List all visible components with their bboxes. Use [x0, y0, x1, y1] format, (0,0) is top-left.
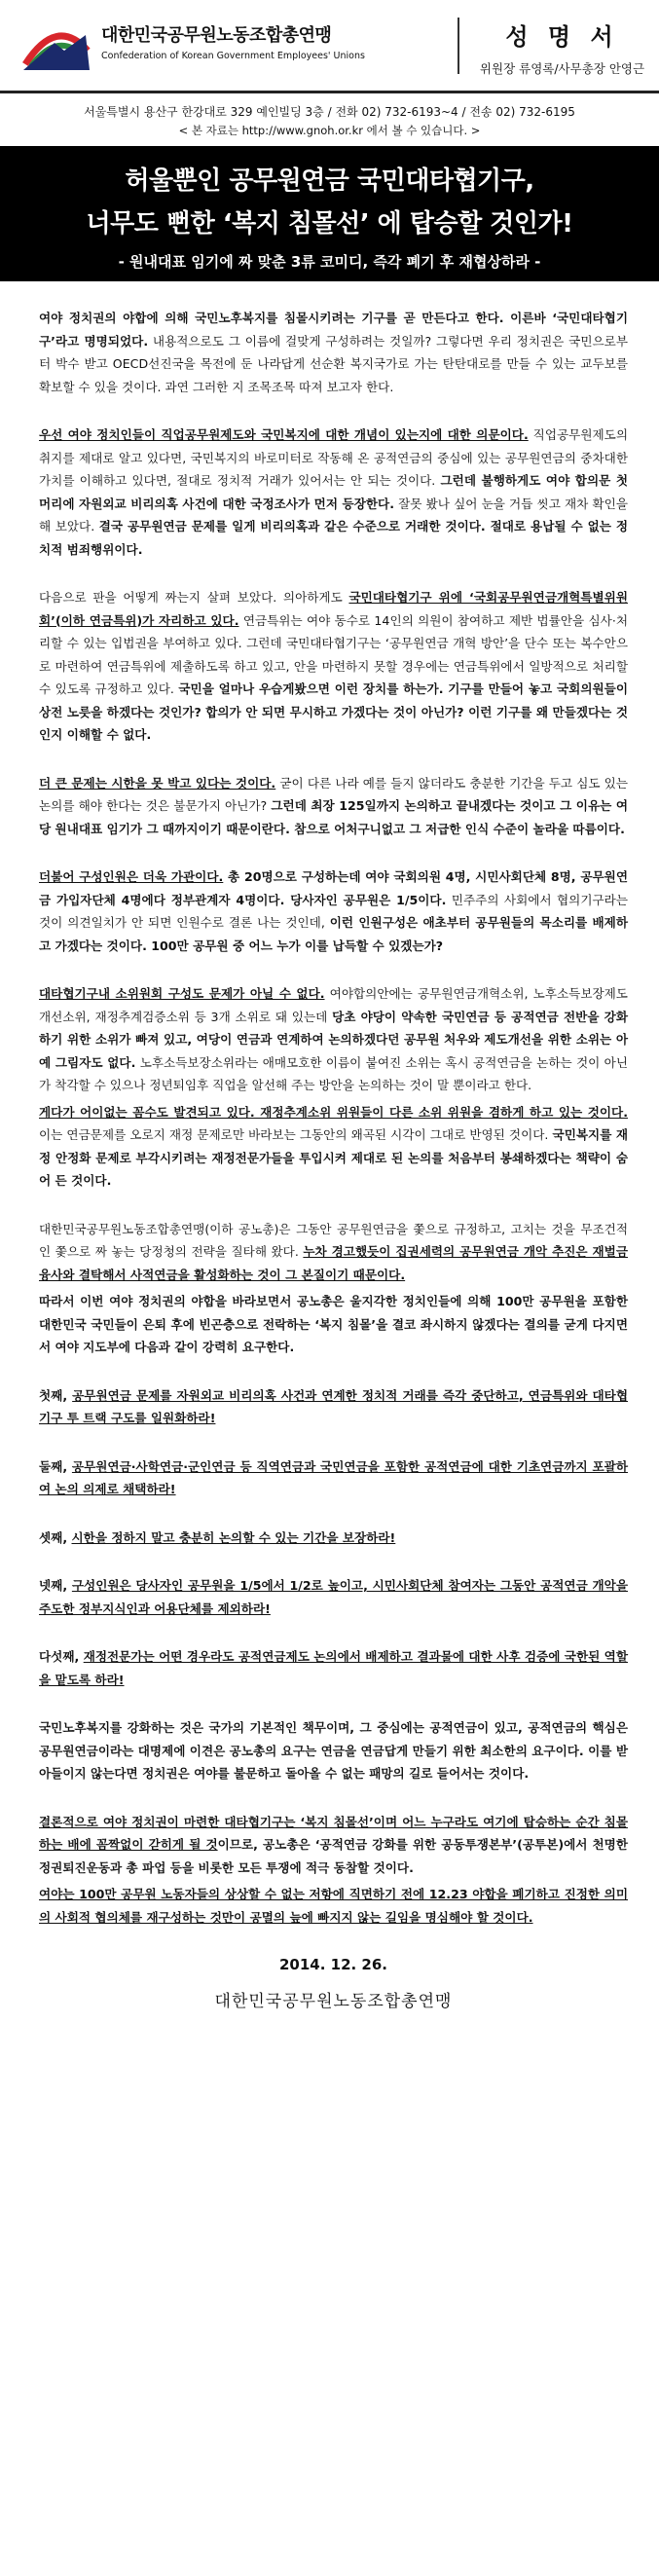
demand-lead: 둘째, [39, 1458, 72, 1474]
text: 굳이 다른 나라 예를 들지 않더라도 충분한 기간을 두고 심도 있는 논의를 해야 한다는 것은 불문가지 아닌가? [39, 775, 629, 813]
paragraph [39, 982, 628, 1097]
headline-line-1: 허울뿐인 공무원연금 국민대타협기구, [125, 166, 534, 196]
demand-lead: 첫째, [39, 1387, 73, 1403]
statement-title: 성 명 서 [505, 23, 619, 51]
headline-subtitle: - 원내대표 임기에 짜 맞춘 3류 코미디, 즉각 폐기 후 재협상하라 - [118, 253, 541, 271]
text: 여야합의안에는 공무원연금개혁소위, 노후소득보장제도개선소위, 재정추계검증소위 등 3개 소위로 돼 있는데 [39, 986, 628, 1024]
paragraph [39, 586, 628, 747]
text: 노후소득보장소위라는 애매모호한 이름이 붙여진 소위는 혹시 공적연금을 논하는 것이 아닌가 착각할 수 있으나 정년퇴임후 직업을 알선해 주는 방안을 논의하는 것이 말 뿐이라고 한다. [39, 1054, 628, 1092]
statement-date: 2014. 12. 26. [278, 1956, 388, 1973]
text: 내용적으로도 그 이름에 걸맞게 구성하려는 것일까? 그렇다면 우리 정치권은 국민으로부터 박수 받고 OECD선진국을 목전에 둔 나라답게 선순환 복지국가로 가는 탄탄대로를 만들 수 있는 교두보를 확보할 수 있을 것이다. 과연 그러한 지 조목조목 따져 보고자 한다. [39, 333, 628, 394]
text-bold: 여야 정치권의 야합에 의해 국민노후복지를 침몰시키려는 기구를 곧 만든다고 한다. 이른바 ‘국민대타협기구’라고 명명되었다. [39, 311, 628, 349]
text-bold: 이므로, 공노총은 ‘공적연금 강화를 위한 공동투쟁본부’(공투본)에서 천명한 정권퇴진운동과 총 파업 등을 비롯한 모든 투쟁에 적극 동참할 것이다. [39, 1837, 629, 1875]
paragraph [39, 1716, 628, 1785]
statement-signature: 대한민국공무원노동조합총연맹 [214, 1991, 453, 2011]
statement-body [0, 281, 659, 2013]
headline-line-2: 너무도 뻔한 ‘복지 침몰선’ 에 탑승할 것인가! [86, 209, 573, 239]
address-line: 서울특별시 용산구 한강대로 329 예인빌딩 3층 / 전화 02) 732-6193~4 / 전송 02) 732-6195 [84, 105, 575, 119]
paragraph [39, 423, 628, 561]
text-bold: 국민노후복지를 강화하는 것은 국가의 기본적인 책무이며, 그 중심에는 공적연금이 있고, 공적연금의 핵심은 공무원연금이라는 대명제에 이견은 공노총의 요구는 연금을 연금답게 만들기 위한 최소한의 요구이다. 이를 받아들이지 않는다면 정치권은 여야를 불문하고 돌아올 수 없는 패망의 길로 들어서는 것이다. [39, 1720, 628, 1781]
paragraph [39, 772, 628, 841]
org-name-korean: 대한민국공무원노동조합총연맹 [101, 25, 332, 46]
text-bold: 그런데 최장 125일까지 논의하고 끝내겠다는 것이고 그 이유는 여당 원내대표 임기가 그 때까지이기 때문이란다. 참으로 어처구니없고 그 저급한 인식 수준이 놀라울 따름이다. [39, 798, 628, 836]
text-bold: 당사자인 공무원은 1/5이다. [290, 892, 447, 907]
letterhead [0, 0, 659, 93]
demand-text: 재정전문가는 어떤 경우라도 공적연금제도 논의에서 배제하고 결과물에 대한 사후 검증에 국한된 역할을 맡도록 하라! [39, 1649, 628, 1687]
org-name-english: Confederation of Korean Government Employees' Unions [101, 51, 365, 61]
homepage-prefix: < 본 자료는 [178, 124, 242, 137]
text-bold-underline: 더 큰 문제는 시한을 못 박고 있다는 것이다. [39, 775, 276, 791]
homepage-link[interactable]: http://www.gnoh.or.kr [241, 124, 363, 137]
homepage-suffix: 에서 볼 수 있습니다. > [362, 124, 481, 137]
text-bold: 그런데 불행하게도 여야 합의문 첫 머리에 자원외교 비리의혹 사건에 대한 국정조사가 먼저 등장한다. [39, 473, 628, 511]
text-bold-underline: 결론적으로 여야 정치권이 마련한 대타협기구는 ‘복지 침몰선’이며 어느 누구라도 여기에 탑승하는 순간 침몰하는 배에 꼼짝없이 갇히게 될 것 [39, 1814, 628, 1852]
text-bold: 따라서 이번 여야 정치권의 야합을 바라보면서 공노총은 울지각한 정치인들에 의해 100만 공무원을 포함한 대한민국 국민들이 은퇴 후에 빈곤층으로 전락하는 ‘복지 침몰’을 결코 좌시하지 않겠다는 결의를 굳게 다지면서 여야 지도부에 다음과 같이 강력히 요구한다. [39, 1294, 628, 1354]
signatories: 위원장 류영록/사무총장 안영근 [479, 61, 645, 76]
text: 잘못 봤나 싶어 눈을 거듭 씻고 재차 확인을 해 보았다. [39, 496, 628, 534]
text-bold: 당초 야당이 약속한 국민연금 등 공적연금 전반을 강화하기 위한 소위가 빠져 있고, 여당이 연금과 연계하여 논의하겠다던 공무원 처우와 제도개선을 위한 소위는 아예 그림자도 없다. [39, 1009, 628, 1070]
demand-lead: 넷째, [39, 1578, 72, 1593]
paragraph [39, 1290, 628, 1359]
demand-text: 구성인원은 당사자인 공무원을 1/5에서 1/2로 높이고, 시민사회단체 참여자는 그동안 공적연금 개악을 주도한 정부지식인과 어용단체를 제외하라! [39, 1578, 629, 1616]
demand-lead: 다섯째, [39, 1649, 84, 1664]
demand-text: 시한을 정하지 말고 충분히 논의할 수 있는 기간을 보장하라! [71, 1529, 396, 1545]
text: 이는 연금문제를 오로지 재정 문제로만 바라보는 그동안의 왜곡된 시각이 그대로 반영된 것이다. [39, 1127, 553, 1142]
paragraph [39, 1101, 628, 1193]
text-bold-underline: 여야는 100만 공무원 노동자들의 상상할 수 없는 저항에 직면하기 전에 12.23 야합을 폐기하고 진정한 의미의 사회적 협의체를 재구성하는 것만이 공멸의 늪에 빠지지 않는 길임을 명심해야 할 것이다. [39, 1887, 628, 1925]
text: 다음으로 판을 어떻게 짜는지 살펴 보았다. 의아하게도 [39, 590, 349, 605]
paragraph [39, 1218, 628, 1287]
text: 직업공무원제도의 취지를 제대로 알고 있다면, 국민복지의 바로미터로 작동해 온 공적연금의 중심에 있는 공무원연금의 중차대한 가치를 이해하고 있다면, 절대로 정치적 거래가 있어서는 안 되는 것이다. [39, 427, 629, 488]
demand-lead: 셋째, [39, 1529, 72, 1545]
paragraph [39, 1811, 628, 1880]
text-bold-underline: 국민대타협기구 위에 ‘국회공무원연금개혁특별위원회’(이하 연금특위)가 자리하고 있다. [39, 590, 628, 628]
demand-item [39, 1384, 628, 1430]
text-bold: 국민을 얼마나 우습게봤으면 이런 장치를 하는가. 기구를 만들어 놓고 국회의원들이 상전 노릇을 하겠다는 것인가? 합의가 안 되면 무시하고 가겠다는 것이 아닌가? 이런 기구를 왜 만들겠다는 것인지 이해할 수 없다. [39, 681, 629, 742]
union-logo-icon [21, 21, 92, 72]
paragraph [39, 1883, 628, 1929]
text-bold-underline: 더불어 구성인원은 더욱 가관이다. [39, 869, 224, 884]
text-bold: 총 20명으로 구성하는데 여야 국회의원 4명, 시민사회단체 8명, 공무원연금 가입자단체 4명에다 정부관계자 4명이다. [39, 869, 628, 907]
header-divider [458, 18, 459, 74]
text-bold-underline: 누차 경고했듯이 집권세력의 공무원연금 개악 추진은 재벌금융사와 결탁해서 사적연금을 활성화하는 것이 그 본질이기 때문이다. [39, 1244, 628, 1282]
text-bold: 국민복지를 재정 안정화 문제로 부각시키려는 재정전문가들을 투입시켜 제대로 된 논의를 처음부터 봉쇄하겠다는 책략이 숨어 든 것이다. [39, 1127, 628, 1188]
headline-banner [0, 146, 659, 281]
demand-item [39, 1645, 628, 1691]
paragraph [39, 865, 628, 957]
text-bold: 결국 공무원연금 문제를 일게 비리의혹과 같은 수준으로 거래한 것이다. 절대로 용납될 수 없는 정치적 범죄행위이다. [39, 519, 628, 557]
demand-text: 공무원연금·사학연금·군인연금 등 직역연금과 국민연금을 포함한 공적연금에 대한 기초연금까지 포괄하여 논의 의제로 채택하라! [39, 1458, 629, 1496]
demand-item [39, 1455, 628, 1501]
text-bold-underline: 대타협기구내 소위원회 구성도 문제가 아닐 수 없다. [39, 986, 325, 1001]
text: 민주주의 사회에서 협의기구라는 것이 의견일치가 안 되면 인원수로 결론 나는 것인데, [39, 892, 629, 930]
text: 연금특위는 여야 동수로 14인의 의원이 참여하고 제반 법률안을 심사·처리할 수 있는 입법권을 부여하고 있다. 그런데 국민대타협기구는 ‘공무원연금 개혁 방안’을 단수 또는 복수안으로 마련하여 연금특위에 제출하도록 하고 있고, 안을 마련하지 못할 경우에는 연금특위에서 일방적으로 처리할 수 있도록 규정하고 있다. [39, 612, 628, 696]
demand-item [39, 1574, 628, 1620]
text-bold-underline: 우선 여야 정치인들이 직업공무원제도와 국민복지에 대한 개념이 있는지에 대한 의문이다. [39, 427, 529, 442]
demand-item [39, 1527, 628, 1550]
paragraph [39, 307, 628, 398]
demand-text: 공무원연금 문제를 자원외교 비리의혹 사건과 연계한 정치적 거래를 즉각 중단하고, 연금특위와 대타협기구 투 트랙 구도를 일원화하라! [39, 1387, 629, 1425]
text-bold: 이런 인원구성은 애초부터 공무원들의 목소리를 배제하고 가겠다는 것이다. 100만 공무원 중 어느 누가 이를 납득할 수 있겠는가? [39, 915, 628, 953]
text-bold-underline: 게다가 어이없는 꼼수도 발견되고 있다. 재정추계소위 위원들이 다른 소위 위원을 겸하게 하고 있는 것이다. [39, 1104, 628, 1120]
text: 대한민국공무원노동조합총연맹(이하 공노총)은 그동안 공무원연금을 쫓으로 규정하고, 고치는 것을 무조건적인 쫓으로 짜 놓는 당정청의 전략을 질타해 왔다. [39, 1221, 628, 1259]
homepage-notice [0, 123, 659, 146]
